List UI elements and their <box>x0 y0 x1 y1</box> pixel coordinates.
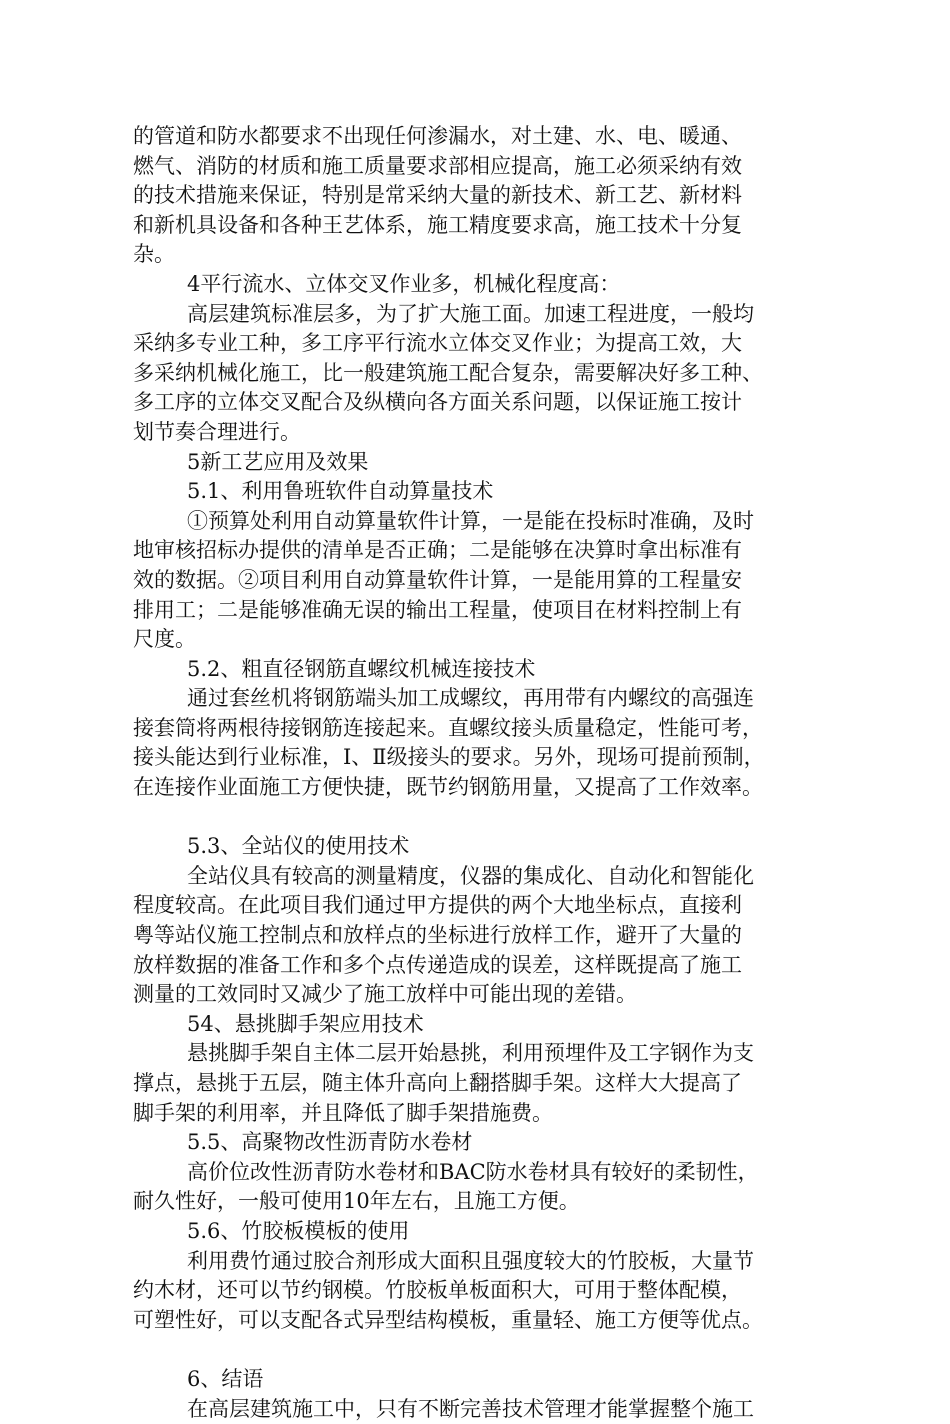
text-line: 多工序的立体交叉配合及纵横向各方面关系问题，以保证施工按计 <box>133 390 742 415</box>
text-line: 约木材，还可以节约钢模。竹胶板单板面积大，可用于整体配模， <box>133 1278 742 1303</box>
text-line: 划节奏合理进行。 <box>133 419 301 444</box>
text-line: 5.2、粗直径钢筋直螺纹机械连接技术 <box>187 656 536 681</box>
text-line: 排用工；二是能够准确无误的输出工程量，使项目在材料控制上有 <box>133 597 742 622</box>
blank-line <box>133 803 818 833</box>
text-line: 和新机具设备和各种王艺体系，施工精度要求高，施工技术十分复 <box>133 212 742 237</box>
text-line: 5.1、利用鲁班软件自动算量技术 <box>187 479 494 504</box>
text-line: 6、结语 <box>187 1366 264 1391</box>
text-line: 粤等站仪施工控制点和放样点的坐标进行放样工作，避开了大量的 <box>133 923 742 948</box>
text-line: 高价位改性沥青防水卷材和BAC防水卷材具有较好的柔韧性， <box>187 1159 759 1184</box>
text-line: 尺度。 <box>133 627 196 652</box>
text-line: ①预算处利用自动算量软件计算，一是能在投标时准确，及时 <box>187 508 754 533</box>
text-line: 利用费竹通过胶合剂形成大面积且强度较大的竹胶板，大量节 <box>187 1248 754 1273</box>
text-line: 在连接作业面施工方便快捷，既节约钢筋用量，又提高了工作效率。 <box>133 775 763 800</box>
document-body <box>133 122 818 1424</box>
text-line: 燃气、消防的材质和施工质量要求部相应提高，施工必须采纳有效 <box>133 153 742 178</box>
text-line: 5新工艺应用及效果 <box>187 449 369 474</box>
text-line: 效的数据。②项目利用自动算量软件计算，一是能用算的工程量安 <box>133 567 742 592</box>
text-line: 接套筒将两根待接钢筋连接起来。直螺纹接头质量稳定，性能可考， <box>133 715 763 740</box>
text-line: 5.6、竹胶板模板的使用 <box>187 1218 410 1243</box>
text-line: 放样数据的准备工作和多个点传递造成的误差，这样既提高了施工 <box>133 952 742 977</box>
blank-line <box>133 1335 818 1365</box>
text-line: 全站仪具有较高的测量精度，仪器的集成化、自动化和智能化 <box>187 863 754 888</box>
text-line: 接头能达到行业标准，I、Ⅱ级接头的要求。另外，现场可提前预制， <box>133 745 765 770</box>
text-line: 4平行流水、立体交叉作业多，机械化程度高： <box>187 271 621 296</box>
text-line: 的技术措施来保证，特别是常采纳大量的新技术、新工艺、新材料 <box>133 183 742 208</box>
text-line: 通过套丝机将钢筋端头加工成螺纹，再用带有内螺纹的高强连 <box>187 686 754 711</box>
text-line: 地审核招标办提供的清单是否正确；二是能够在决算时拿出标准有 <box>133 538 742 563</box>
text-line: 耐久性好，一般可使用10年左右，且施工方便。 <box>133 1189 580 1214</box>
text-line: 杂。 <box>133 242 175 267</box>
text-line: 5.5、高聚物改性沥青防水卷材 <box>187 1130 473 1155</box>
text-line: 可塑性好，可以支配各式异型结构模板，重量轻、施工方便等优点。 <box>133 1307 763 1332</box>
text-line: 在高层建筑施工中，只有不断完善技术管理才能掌握整个施工 <box>187 1396 754 1421</box>
text-line: 高层建筑标准层多，为了扩大施工面。加速工程进度，一般均 <box>187 301 754 326</box>
text-line: 撑点，悬挑于五层，随主体升高向上翻搭脚手架。这样大大提高了 <box>133 1071 742 1095</box>
text-line: 采纳多专业工种，多工序平行流水立体交叉作业；为提高工效，大 <box>133 331 742 356</box>
text-line: 多采纳机械化施工，比一般建筑施工配合复杂，需要解决好多工种、 <box>133 360 763 385</box>
text-line: 脚手架的利用率，并且降低了脚手架措施费。 <box>133 1100 553 1125</box>
text-line: 的管道和防水都要求不出现任何渗漏水，对土建、水、电、暖通、 <box>133 124 742 148</box>
text-line: 54、悬挑脚手架应用技术 <box>187 1011 424 1036</box>
text-line: 5.3、全站仪的使用技术 <box>187 834 410 859</box>
text-line: 悬挑脚手架自主体二层开始悬挑，利用预埋件及工字钢作为支 <box>187 1041 754 1066</box>
text-line: 测量的工效同时又减少了施工放样中可能出现的差错。 <box>133 982 637 1007</box>
text-line: 程度较高。在此项目我们通过甲方提供的两个大地坐标点，直接利 <box>133 893 742 918</box>
